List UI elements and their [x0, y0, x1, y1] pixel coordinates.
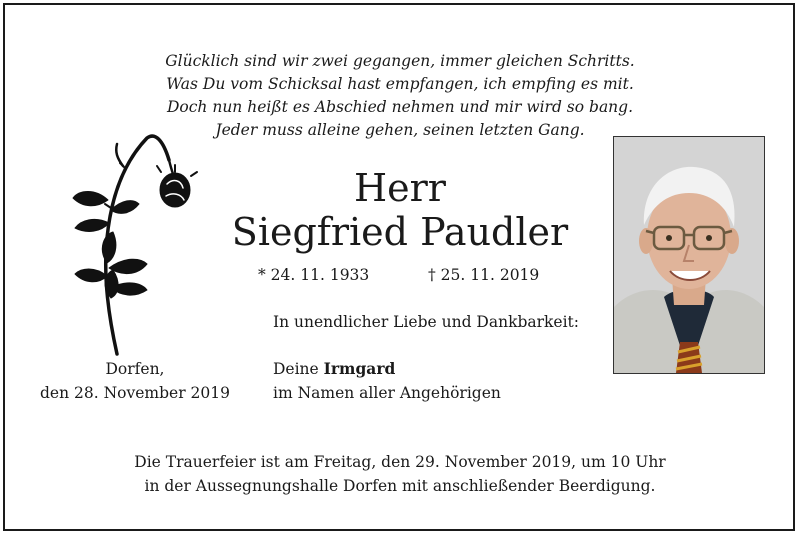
portrait-illustration — [614, 137, 764, 373]
funeral-line: Die Trauerfeier ist am Freitag, den 29. November 2019, um 10 Uhr — [134, 453, 666, 471]
funeral-line: in der Aussegnungshalle Dorfen mit anschließender Beerdigung. — [144, 477, 656, 495]
honorific: Herr — [354, 166, 446, 210]
poem-line: Was Du vom Schicksal hast empfangen, ich empfing es mit. — [166, 75, 634, 93]
signoff-line2: im Namen aller Angehörigen — [273, 384, 501, 402]
poem-line: Doch nun heißt es Abschied nehmen und mir wird so bang. — [166, 98, 634, 116]
poem-line: Jeder muss alleine gehen, seinen letzten Gang. — [215, 121, 585, 139]
signoff-name: Irmgard — [323, 359, 396, 378]
funeral-info — [100, 450, 700, 498]
thanks-line: In unendlicher Liebe und Dankbarkeit: — [273, 313, 580, 331]
poem-line: Glücklich sind wir zwei gegangen, immer gleichen Schritts. — [165, 52, 635, 70]
birth-date: * 24. 11. 1933 — [258, 266, 370, 284]
portrait-photo — [613, 136, 765, 374]
signoff-prefix: Deine — [273, 360, 324, 378]
place-and-date — [30, 357, 240, 405]
deceased-name: Siegfried Paudler — [231, 210, 569, 254]
signoff — [273, 357, 501, 405]
place-city: Dorfen, — [105, 360, 165, 378]
death-date: † 25. 11. 2019 — [428, 266, 540, 284]
place-date: den 28. November 2019 — [40, 384, 230, 402]
